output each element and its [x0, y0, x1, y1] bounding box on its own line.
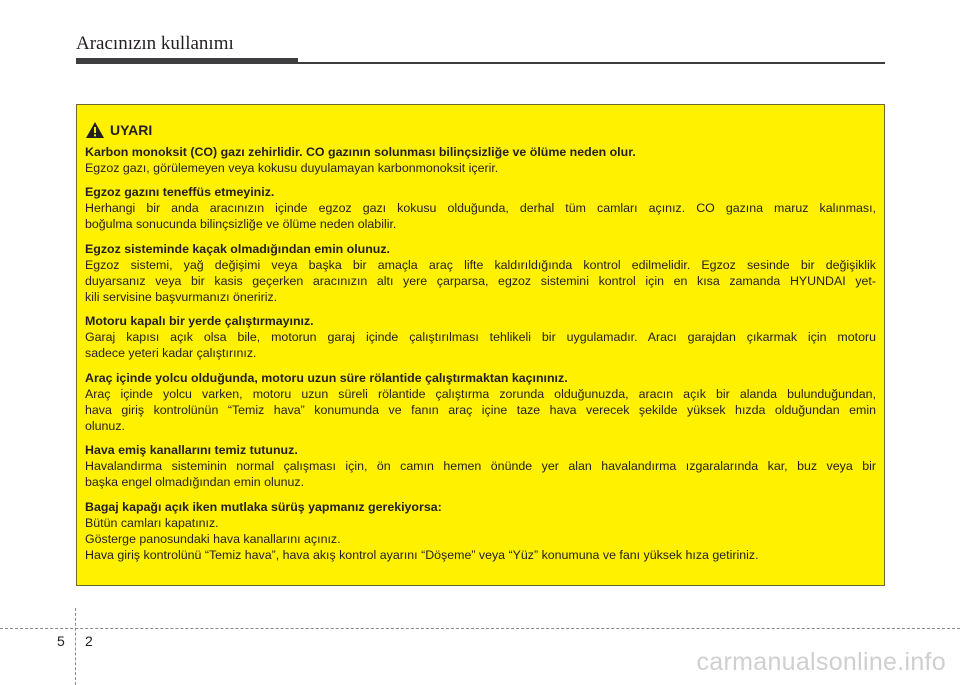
- section-title: Egzoz gazını teneffüs etmeyiniz.: [85, 185, 275, 200]
- section-title: Araç içinde yolcu olduğunda, motoru uzun süre rölantide çalıştırmaktan kaçınınız.: [85, 370, 568, 385]
- chapter-number: 5: [57, 633, 65, 649]
- section-text: Havalandırma sisteminin normal çalışması için, ön camın hemen önünde yer alan havalandırma ızgaralarında kar, buz veya bir: [85, 459, 876, 474]
- section-title: Karbon monoksit (CO) gazı zehirlidir. CO gazının solunması bilinçsizliğe ve ölüme neden olur.: [85, 145, 636, 159]
- section-text: başka engel olmadığından emin olunuz.: [85, 475, 305, 490]
- section-title: Hava emiş kanallarını temiz tutunuz.: [85, 443, 298, 458]
- section-text: Araç içinde yolcu varken, motoru uzun süreli rölantide çalıştırma zorunda olduğunuzda, aracın açık bir alanda bulunduğundan,: [85, 386, 876, 401]
- section-text: hava giriş kontrolünün “Temiz hava” konumunda ve fanın araç içine taze hava verecek şekilde yüksek hızda olduğundan emin: [85, 402, 876, 417]
- section-text: Egzoz sistemi, yağ değişimi veya başka bir amaçla araç lifte kaldırıldığında kontrol edilmelidir. Egzoz sesinde bir değişiklik: [85, 257, 876, 272]
- section-text: Herhangi bir anda aracınızın içinde egzoz gazı kokusu olduğunda, derhal tüm camları açınız. CO gazına maruz kalınması,: [85, 201, 876, 216]
- warning-section-inhale: [85, 184, 876, 232]
- warning-section-trunk: [85, 499, 876, 564]
- section-text: Egzoz gazı, görülemeyen veya kokusu duyulamayan karbonmonoksit içerir.: [85, 161, 499, 175]
- footer-divider: [75, 608, 76, 685]
- warning-box: [76, 104, 885, 586]
- section-title: Egzoz sisteminde kaçak olmadığından emin olunuz.: [85, 241, 391, 256]
- warning-section-intake: [85, 442, 876, 490]
- warning-section-idle: [85, 370, 876, 435]
- section-text: Hava giriş kontrolünü “Temiz hava”, hava akış kontrol ayarını “Döşeme” veya “Yüz” konumuna ve fanı yüksek hıza getiriniz.: [85, 548, 759, 563]
- section-text: Garaj kapısı açık olsa bile, motorun garaj içinde çalıştırılması tehlikeli bir uygulamadır. Aracı garajdan çıkarmak için motoru: [85, 330, 876, 345]
- warning-section-co: [85, 144, 876, 176]
- warning-header: [85, 120, 876, 140]
- section-text: Gösterge panosundaki hava kanallarını açınız.: [85, 531, 341, 546]
- warning-title: UYARI: [110, 122, 153, 138]
- header-bar: [76, 58, 298, 64]
- section-title: Bagaj kapağı açık iken mutlaka sürüş yapmanız gerekiyorsa:: [85, 499, 442, 514]
- watermark: carmanualsonline.info: [696, 648, 946, 676]
- section-title: Motoru kapalı bir yerde çalıştırmayınız.: [85, 314, 314, 329]
- footer-rule: [0, 628, 960, 629]
- header-rule: [298, 62, 885, 64]
- section-text: boğulma sonucunda bilinçsizliğe ve ölüme neden olabilir.: [85, 217, 397, 232]
- section-text: Bütün camları kapatınız.: [85, 515, 219, 530]
- warning-section-closed-area: [85, 313, 876, 361]
- warning-section-leak: [85, 241, 876, 306]
- section-text: kili servisine başvurmanızı öneririz.: [85, 290, 278, 305]
- page-number: 2: [85, 633, 93, 649]
- warning-triangle-icon: [85, 121, 105, 139]
- section-text: duyarsanız veya bir kasis geçerken aracınızın altı yere çarparsa, egzoz sistemini kontrol için en kısa zamanda HYUNDAI yet-: [85, 273, 876, 288]
- section-text: sadece yeteri kadar çalıştırınız.: [85, 346, 257, 361]
- page-header-title: Aracınızın kullanımı: [76, 33, 234, 54]
- section-text: olunuz.: [85, 419, 125, 434]
